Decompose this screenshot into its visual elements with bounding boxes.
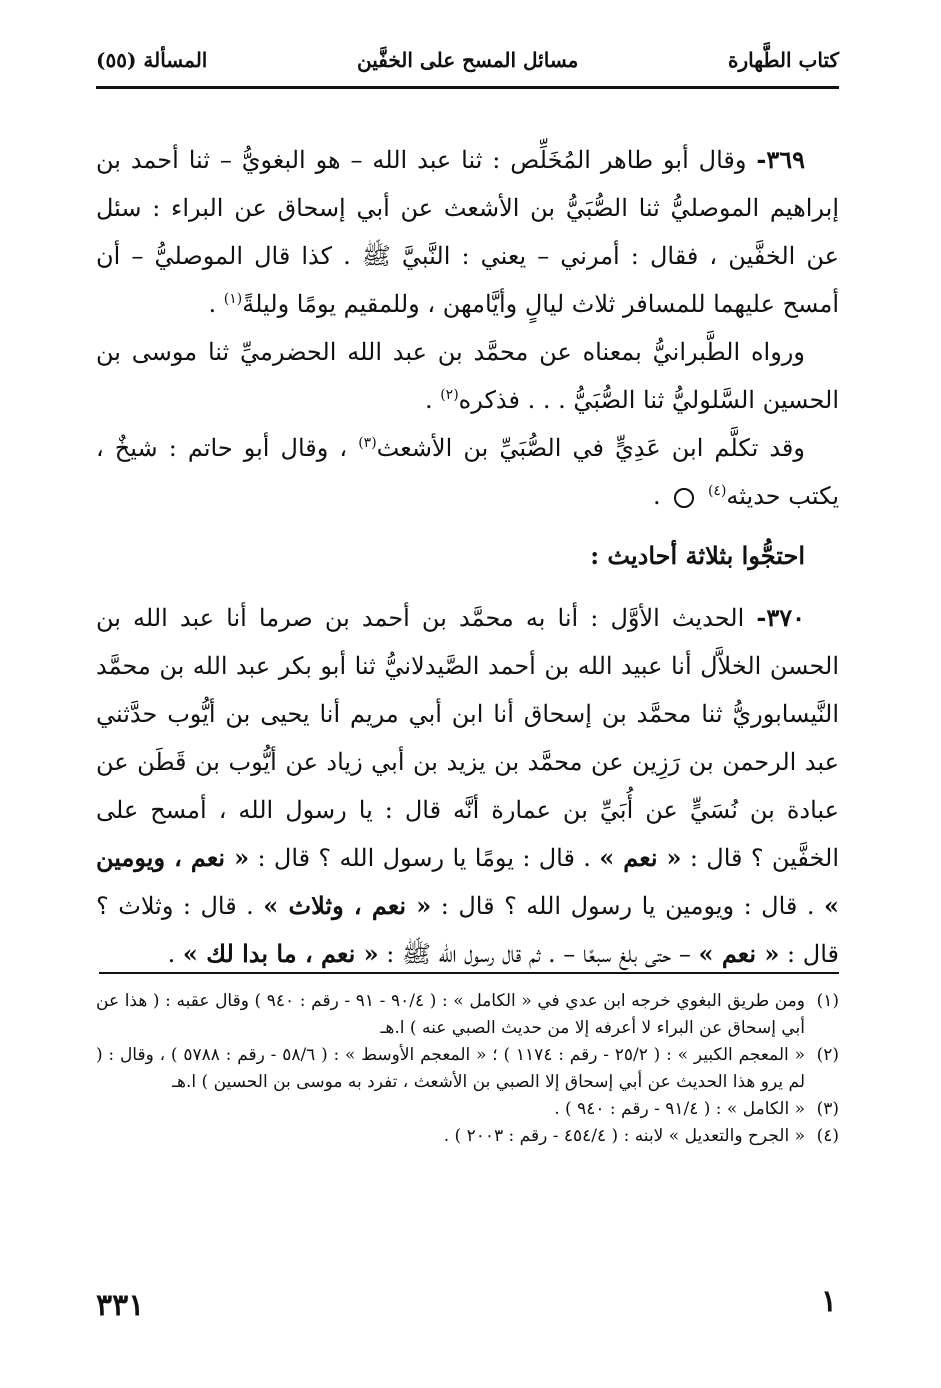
paragraph-text: . قال : يومًا يا رسول الله ؟ قال : — [249, 844, 600, 872]
paragraph-369 — [96, 136, 839, 328]
quote: « نعم » — [698, 939, 780, 968]
signature-mark: ١ — [820, 1284, 837, 1319]
running-header — [96, 40, 839, 80]
footnote-rule — [99, 972, 839, 974]
paragraph-text: ، وقال أبو حاتم : شيخٌ ، يكتب حديثه — [96, 434, 839, 510]
punctuation: . — [653, 482, 669, 510]
footnote-number: (٣) — [816, 1099, 839, 1119]
paragraph-tabarani — [96, 328, 839, 424]
section-heading: احتجُّوا بثلاثة أحاديث : — [590, 541, 805, 570]
punctuation: . — [424, 386, 441, 414]
footnote-text: « الجرح والتعديل » لابنه : ( ٤٥٤/٤ - رقم : ٢٠٠٣ ) . — [443, 1126, 805, 1146]
footnote-1 — [96, 988, 839, 1042]
main-text — [96, 136, 839, 978]
page-number: ٣٣١ — [96, 1288, 145, 1323]
paragraph-370 — [96, 594, 839, 978]
quote: « نعم » — [599, 843, 682, 872]
footnote-2 — [96, 1042, 839, 1096]
circle-mark-icon — [674, 488, 694, 508]
footnote-ref: (٣) — [358, 435, 377, 451]
paragraph-text: وقال أبو طاهر المُخَلِّص : ثنا عبد الله – هو البغويُّ – ثنا أحمد بن إبراهيم الموصليُّ ثنا الصُّبَيُّ بن الأشعث عن أبي إسحاق عن البراء : سئل عن الخفَّين ، فقال : أمرني – يعني : النَّبيَّ ﷺ . كذا قال الموصليُّ – أن أمسح عليهما للمسافر ثلاث ليالٍ وأيَّامهن ، وللمقيم يومًا وليلةً — [96, 146, 839, 318]
quote: « نعم ، وثلاث » — [263, 891, 432, 920]
footnote-ref: (٢) — [440, 387, 459, 403]
header-book-title: كتاب الطَّهارة — [728, 48, 839, 72]
paragraph-text: الحديث الأوَّل : أنا به محمَّد بن أحمد بن صرما أنا عبد الله بن الحسن الخلاَّل أنا عبيد الله بن أحمد الصَّيدلانيُّ ثنا أبو بكر عبد الله بن محمَّد النَّيسابوريُّ ثنا محمَّد بن إسحاق أنا ابن أبي مريم أنا يحيى بن أيُّوب حدَّثني عبد الرحمن بن رَزِين عن محمَّد بن يزيد بن أبي زياد عن أيُّوب بن قَطَن عن عبادة بن نُسَيٍّ عن أُبَيِّ بن عمارة أنَّه قال : يا رسول الله ، أمسح على الخفَّين ؟ قال : — [96, 604, 840, 872]
footnote-text: ومن طريق البغوي خرجه ابن عدي في « الكامل » : ( ٩٠/٤ - ٩١ - رقم : ٩٤٠ ) وقال عقبه : ( هذا عن أبي إسحاق عن البراء لا أعرفه إلا من حديث الصبي عنه ) ا.هـ — [96, 991, 805, 1038]
footnote-3 — [96, 1096, 839, 1123]
paragraph-text: . قال : ويومين يا رسول الله ؟ قال : — [431, 892, 824, 920]
footnote-number: (٢) — [816, 1045, 839, 1065]
paragraph-text: – حتى بلغ سبعًا – . ثم قال رسول الله ﷺ : — [378, 940, 699, 968]
footnote-ref: (٤) — [707, 483, 727, 499]
paragraph-text: وقد تكلَّم ابن عَدِيٍّ في الصُّبَيِّ بن الأشعث — [376, 434, 805, 462]
footnotes — [96, 988, 839, 1150]
footnote-ref: (١) — [223, 291, 243, 307]
quote: « نعم ، ما بدا لك » — [182, 939, 379, 968]
paragraph-ibn-adi — [96, 424, 839, 520]
paragraph-text: . قال : وثلاث ؟ قال : — [96, 892, 839, 968]
footnote-text: « الكامل » : ( ٩١/٤ - رقم : ٩٤٠ ) . — [554, 1099, 805, 1119]
paragraph-text: . — [167, 940, 183, 968]
hadith-number: ٣٧٠- — [756, 603, 805, 632]
header-issue-number: المسألة (٥٥) — [96, 48, 208, 72]
header-rule — [96, 86, 839, 89]
footnote-text: « المعجم الكبير » : ( ٢٥/٢ - رقم : ١١٧٤ ) ؛ « المعجم الأوسط » : ( ٥٨/٦ - رقم : ٥٧٨٨ ) ، وقال : ( لم يرو هذا الحديث عن أبي إسحاق إلا الصبي بن الأشعث ، تفرد به موسى بن الحسين ) ا.هـ — [96, 1045, 805, 1092]
hadith-number: ٣٦٩- — [756, 145, 805, 174]
footnote-number: (١) — [816, 991, 839, 1011]
footnote-number: (٤) — [816, 1126, 839, 1146]
paragraph-text: ورواه الطَّبرانيُّ بمعناه عن محمَّد بن عبد الله الحضرميِّ ثنا موسى بن الحسين السَّلوليُّ ثنا الصُّبَيُّ . . . فذكره — [96, 338, 839, 414]
footnote-4 — [96, 1123, 839, 1150]
quote: « نعم ، ويومين » — [96, 843, 839, 920]
header-chapter-title: مسائل المسح على الخفَّين — [357, 48, 579, 72]
punctuation: . — [208, 290, 224, 318]
